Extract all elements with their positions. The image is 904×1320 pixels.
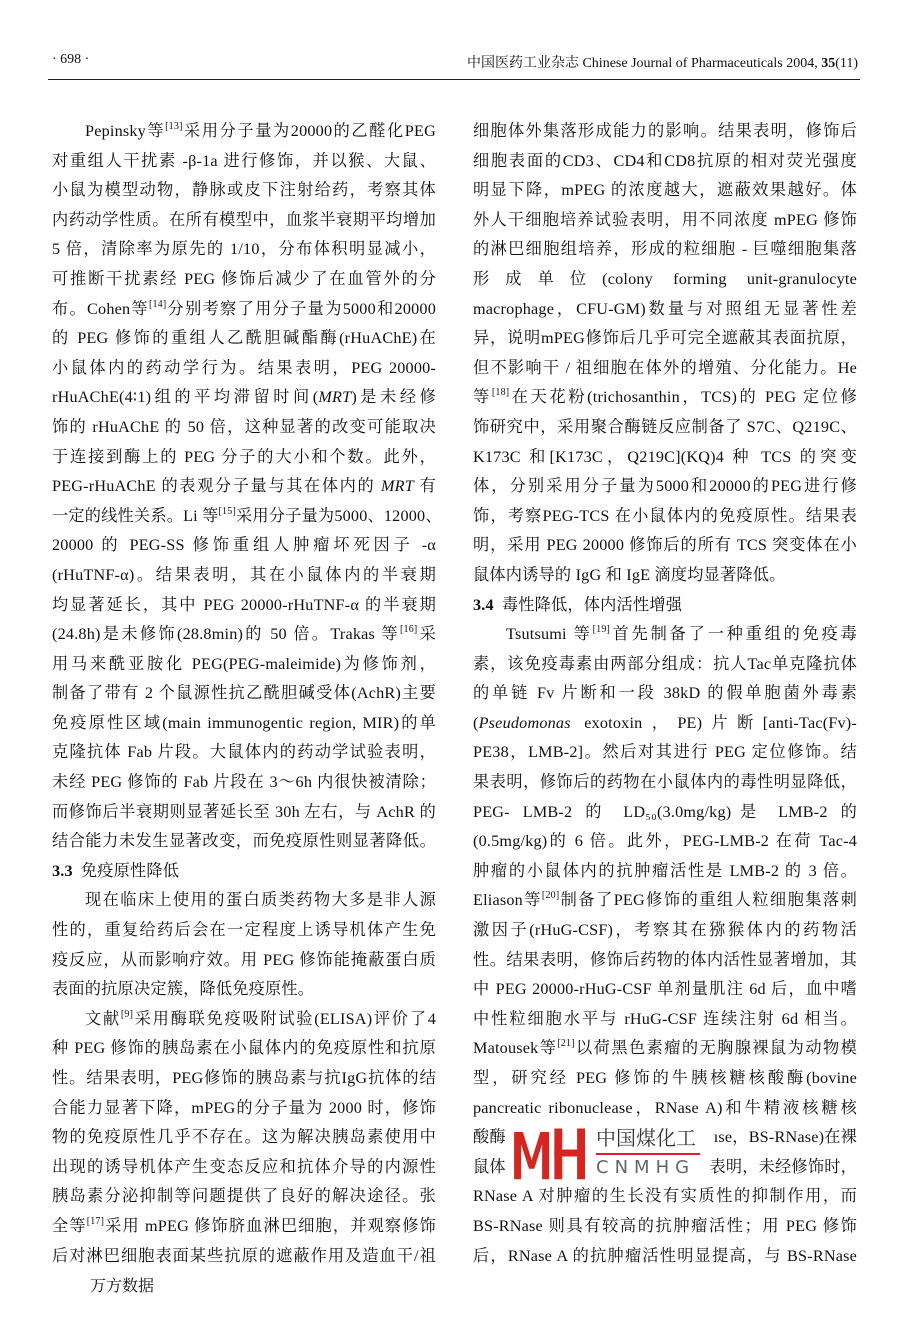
text-segment: 异，说明mPEG修饰后几乎可完全遮蔽其表面抗原， bbox=[473, 329, 857, 348]
citation-ref: [14] bbox=[148, 298, 167, 310]
text-line bbox=[52, 738, 436, 768]
text-segment: 小鼠体内的药动学行为。结果表明，PEG 20000- bbox=[52, 358, 436, 377]
text-line bbox=[52, 1064, 436, 1094]
text-line bbox=[473, 886, 857, 916]
text-segment: 的单链 Fv 片断和一段 38kD 的假单胞菌外毒素 bbox=[473, 684, 857, 703]
text-segment: 布。Cohen等 bbox=[52, 299, 149, 318]
text-segment: 细胞表面的CD3、CD4和CD8抗原的相对荧光强度 bbox=[473, 151, 857, 170]
text-segment: 一定的线性关系。Li 等 bbox=[52, 506, 219, 525]
text-segment: 采用 mPEG 修饰脐血淋巴细胞，并观察修饰 bbox=[104, 1216, 436, 1235]
text-segment: PEG-rHuAChE 的表观分子量与其在体内的 bbox=[52, 477, 381, 496]
text-line bbox=[473, 324, 857, 354]
text-line bbox=[52, 620, 436, 650]
citation-ref: [19] bbox=[592, 624, 611, 636]
watermark-text-cn: 中国煤化工 bbox=[596, 1126, 696, 1150]
text-line bbox=[473, 235, 857, 265]
text-line bbox=[473, 1005, 857, 1035]
text-segment: ıse，BS-RNase)在裸 bbox=[713, 1128, 857, 1147]
text-segment: 毒性降低，体内活性增强 bbox=[501, 595, 683, 614]
text-line bbox=[52, 650, 436, 680]
text-segment: 中 PEG 20000-rHuG-CSF 单剂量肌注 6d 后，血中嗜 bbox=[473, 980, 857, 999]
text-segment: 体，分别采用分子量为5000和20000的PEG进行修 bbox=[473, 477, 857, 496]
text-segment: 疫反应，从而影响疗效。用 PEG 修饰能掩蔽蛋白质 bbox=[52, 950, 436, 969]
text-line bbox=[473, 916, 857, 946]
text-segment: 首先制备了一种重组的免疫毒 bbox=[610, 625, 857, 644]
text-line bbox=[52, 206, 436, 236]
text-segment: 全等 bbox=[52, 1216, 87, 1235]
text-segment: 可推断干扰素经 PEG 修饰后减少了在血管外的分 bbox=[52, 269, 436, 288]
text-segment: 出现的诱导机体产生变态反应和抗体介导的内源性 bbox=[52, 1157, 436, 1176]
text-segment: 物的免疫原性几乎不存在。这为解决胰岛素使用中 bbox=[52, 1128, 436, 1147]
text-line bbox=[473, 383, 857, 413]
text-segment: RNase A 对肿瘤的生长没有实质性的抑制作用，而 bbox=[473, 1187, 857, 1206]
text-segment: 以荷黑色素瘤的无胸腺裸鼠为动物模 bbox=[574, 1039, 857, 1058]
text-line bbox=[52, 354, 436, 384]
text-line bbox=[473, 206, 857, 236]
citation-ref: [20] bbox=[541, 890, 560, 902]
text-segment: Matousek等 bbox=[473, 1039, 558, 1058]
text-line bbox=[473, 117, 857, 147]
text-segment: 但不影响干 / 祖细胞在体外的增殖、分化能力。He bbox=[473, 358, 857, 377]
citation-ref: [21] bbox=[557, 1038, 575, 1050]
footer-source: 万方数据 bbox=[90, 1278, 155, 1295]
text-segment: 鼠体内诱导的 IgG 和 IgE 滴度均显著降低。 bbox=[473, 565, 786, 584]
text-line bbox=[52, 147, 436, 177]
right-column bbox=[473, 117, 857, 1271]
text-segment: 制备了PEG修饰的重组人粒细胞集落刺 bbox=[559, 891, 857, 910]
text-segment: )是未经修 bbox=[351, 388, 436, 407]
issue: (11) bbox=[835, 56, 858, 71]
text-line bbox=[52, 768, 436, 798]
header-rule bbox=[48, 79, 860, 80]
text-line bbox=[52, 265, 436, 295]
text-segment: 后，RNase A 的抗肿瘤活性明显提高，与 BS-RNase bbox=[473, 1246, 857, 1265]
text-line bbox=[473, 443, 857, 473]
text-segment: (24.8h)是未修饰(28.8min)的 50 倍。Trakas 等 bbox=[52, 625, 400, 644]
text-line bbox=[473, 295, 857, 325]
text-line bbox=[473, 798, 857, 828]
text-line bbox=[473, 147, 857, 177]
text-line bbox=[52, 1094, 436, 1124]
text-line bbox=[52, 827, 436, 857]
text-segment: 饰的 rHuAChE 的 50 倍，这种显著的改变可能取决 bbox=[52, 417, 436, 436]
citation-ref: [15] bbox=[218, 505, 236, 517]
text-segment: 后对淋巴细胞表面某些抗原的遮蔽作用及造血干/祖 bbox=[52, 1246, 436, 1265]
text-segment: 而修饰后半衰期则显著延长至 30h 左右，与 AchR 的 bbox=[52, 802, 436, 821]
watermark-text-en: CNMHG bbox=[596, 1157, 696, 1178]
text-segment: 未经 PEG 修饰的 Fab 片段在 3～6h 内很快被清除； bbox=[52, 773, 436, 792]
text-segment: 免疫原性区域(main immunogentic region, MIR)的单 bbox=[52, 713, 436, 732]
text-segment: MRT bbox=[380, 477, 414, 496]
journal-en: Chinese Journal of Pharmaceuticals bbox=[582, 56, 783, 71]
text-segment: pancreatic ribonuclease，RNase A)和牛精液核糖核 bbox=[473, 1098, 857, 1117]
text-line bbox=[473, 738, 857, 768]
citation-ref: [9] bbox=[120, 1008, 134, 1020]
text-segment: Eliason等 bbox=[473, 891, 542, 910]
text-line bbox=[52, 443, 436, 473]
watermark-rule bbox=[596, 1153, 700, 1155]
text-line bbox=[473, 975, 857, 1005]
text-segment: 对重组人干扰素 -β-1a 进行修饰，并以猴、大鼠、 bbox=[52, 151, 436, 170]
text-line bbox=[52, 472, 436, 502]
text-line bbox=[52, 1153, 436, 1183]
text-segment: macrophage，CFU-GM)数量与对照组无显著性差 bbox=[473, 299, 857, 318]
text-line bbox=[52, 1034, 436, 1064]
section-heading bbox=[52, 857, 436, 887]
text-line bbox=[52, 235, 436, 265]
text-segment: 制备了带有 2 个鼠源性抗乙酰胆碱受体(AchR)主要 bbox=[52, 684, 436, 703]
watermark-logo bbox=[508, 1125, 704, 1181]
text-line bbox=[473, 176, 857, 206]
text-line bbox=[52, 916, 436, 946]
text-segment: 结合能力未发生显著改变，而免疫原性则显著降低。 bbox=[52, 832, 436, 851]
text-segment: 有 bbox=[413, 477, 436, 496]
text-segment: 采用分子量为5000、12000、 bbox=[236, 506, 442, 525]
text-line bbox=[52, 591, 436, 621]
text-line bbox=[473, 472, 857, 502]
text-segment: 明，采用 PEG 20000 修饰后的所有 TCS 突变体在小 bbox=[473, 536, 857, 555]
text-segment: 鼠体 bbox=[473, 1157, 506, 1176]
text-line bbox=[473, 650, 857, 680]
text-line bbox=[473, 768, 857, 798]
text-line bbox=[52, 679, 436, 709]
text-line bbox=[52, 1005, 436, 1035]
text-line bbox=[52, 975, 436, 1005]
text-segment: rHuAChE(4∶1)组的平均滞留时间( bbox=[52, 388, 319, 407]
text-segment: 克隆抗体 Fab 片段。大鼠体内的药动学试验表明， bbox=[52, 743, 436, 762]
text-line bbox=[52, 1212, 436, 1242]
text-segment: 合能力显著下降，mPEG的分子量为 2000 时，修饰 bbox=[52, 1098, 436, 1117]
text-segment: 分别考察了用分子量为5000和20000 bbox=[166, 299, 437, 318]
text-segment: 酸酶 bbox=[473, 1128, 506, 1147]
text-line bbox=[473, 413, 857, 443]
text-segment: 饰研究中，采用聚合酶链反应制备了 S7C、Q219C、 bbox=[473, 417, 857, 436]
citation-ref: [16] bbox=[399, 624, 418, 636]
text-segment: 于连接到酶上的 PEG 分子的大小和个数。此外， bbox=[52, 447, 436, 466]
text-line bbox=[52, 383, 436, 413]
text-segment: 等 bbox=[473, 388, 492, 407]
text-segment: 饰，考察PEG-TCS 在小鼠体内的免疫原性。结果表 bbox=[473, 506, 857, 525]
text-segment: 采用分子量为20000的乙醛化PEG bbox=[182, 122, 436, 140]
text-segment: MRT bbox=[318, 388, 352, 407]
text-line bbox=[52, 1123, 436, 1153]
text-segment: 素，该免疫毒素由两部分组成：抗人Tac单克隆抗体 bbox=[473, 654, 857, 673]
text-segment: 激因子(rHuG-CSF)，考察其在猕猴体内的药物活 bbox=[473, 921, 857, 940]
text-line bbox=[473, 1182, 857, 1212]
text-segment: 5 倍，清除率为原先的 1/10，分布体积明显减小， bbox=[52, 240, 436, 259]
text-segment: 中性粒细胞水平与 rHuG-CSF 连续注射 6d 相当。 bbox=[473, 1009, 857, 1028]
text-segment: 形成单位(colony forming unit-granulocyte bbox=[473, 269, 857, 288]
section-heading bbox=[473, 591, 857, 621]
text-line bbox=[473, 502, 857, 532]
text-segment: 3.3 bbox=[52, 861, 73, 880]
text-segment: 在天花粉(trichosanthin，TCS)的 PEG 定位修 bbox=[509, 388, 858, 407]
text-line bbox=[473, 857, 857, 887]
text-line bbox=[473, 354, 857, 384]
text-line bbox=[473, 679, 857, 709]
text-segment: 3.4 bbox=[473, 595, 494, 614]
text-segment: 种 PEG 修饰的胰岛素在小鼠体内的免疫原性和抗原 bbox=[52, 1039, 436, 1058]
text-segment: 采 bbox=[417, 625, 437, 644]
text-segment: ( bbox=[473, 713, 479, 732]
text-line bbox=[52, 886, 436, 916]
citation-ref: [13] bbox=[165, 121, 183, 132]
text-line bbox=[52, 1182, 436, 1212]
text-segment: 现在临床上使用的蛋白质类药物大多是非人源 bbox=[85, 891, 436, 910]
text-line bbox=[473, 531, 857, 561]
text-segment: exotoxin，PE)片断[anti-Tac(Fv)- bbox=[570, 713, 857, 732]
text-segment: Pseudomonas bbox=[478, 713, 571, 732]
text-segment: 性。结果表明，PEG修饰的胰岛素与抗IgG抗体的结 bbox=[52, 1069, 436, 1087]
watermark-mh-icon bbox=[508, 1125, 592, 1181]
text-line bbox=[473, 1034, 857, 1064]
text-line bbox=[473, 561, 857, 591]
text-segment: 明显下降，mPEG 的浓度越大，遮蔽效果越好。体 bbox=[473, 181, 857, 200]
text-segment: 用马来酰亚胺化 PEG(PEG-maleimide)为修饰剂， bbox=[52, 654, 436, 673]
text-segment: 均显著延长，其中 PEG 20000-rHuTNF-α 的半衰期 bbox=[52, 595, 436, 614]
text-segment: 免疫原性降低 bbox=[80, 861, 180, 880]
text-segment: 表明，未经修饰时， bbox=[709, 1157, 857, 1176]
text-segment: 小鼠为模型动物，静脉或皮下注射给药，考察其体 bbox=[52, 181, 436, 200]
text-segment: PEG- LMB-2 的 LD₅₀(3.0mg/kg)是 LMB-2 的 bbox=[473, 802, 857, 821]
text-line bbox=[52, 709, 436, 739]
running-header bbox=[467, 52, 858, 72]
text-line bbox=[473, 1094, 857, 1124]
text-segment: 型，研究经 PEG 修饰的牛胰核糖核酸酶(bovine bbox=[473, 1069, 857, 1087]
text-segment: (rHuTNF-α)。结果表明，其在小鼠体内的半衰期 bbox=[52, 565, 436, 584]
text-line bbox=[473, 620, 857, 650]
text-segment: 细胞体外集落形成能力的影响。结果表明，修饰后 bbox=[473, 122, 857, 140]
text-segment: 的淋巴细胞组培养，形成的粒细胞 - 巨噬细胞集落 bbox=[473, 240, 857, 259]
text-segment: 性的，重复给药后会在一定程度上诱导机体产生免 bbox=[52, 921, 436, 940]
citation-ref: [17] bbox=[86, 1215, 105, 1227]
text-line bbox=[52, 413, 436, 443]
text-line bbox=[52, 295, 436, 325]
text-line bbox=[52, 324, 436, 354]
text-line bbox=[52, 176, 436, 206]
year: 2004, bbox=[786, 56, 818, 71]
text-line bbox=[473, 827, 857, 857]
text-segment: Pepinsky等 bbox=[85, 122, 166, 140]
text-segment: (0.5mg/kg)的 6 倍。此外，PEG-LMB-2 在荷 Tac-4 bbox=[473, 832, 857, 851]
text-segment: PE38，LMB-2]。然后对其进行 PEG 定位修饰。结 bbox=[473, 743, 857, 762]
text-line bbox=[473, 1064, 857, 1094]
text-segment: 表面的抗原决定簇，降低免疫原性。 bbox=[52, 980, 315, 999]
text-segment: BS-RNase 则具有较高的抗肿瘤活性；用 PEG 修饰 bbox=[473, 1216, 857, 1235]
text-line bbox=[52, 561, 436, 591]
volume: 35 bbox=[821, 56, 836, 71]
text-line bbox=[473, 265, 857, 295]
text-line bbox=[52, 502, 442, 532]
text-segment: 内药动学性质。在所有模型中，血浆半衰期平均增加 bbox=[52, 210, 436, 229]
text-line bbox=[52, 531, 436, 561]
text-segment: 采用酶联免疫吸附试验(ELISA)评价了4 bbox=[133, 1009, 436, 1028]
citation-ref: [18] bbox=[491, 387, 510, 399]
text-segment: 胰岛素分泌抑制等问题提供了良好的解决途径。张 bbox=[52, 1187, 436, 1206]
text-segment: 性。结果表明，修饰后药物的体内活性显著增加，其 bbox=[473, 950, 857, 969]
journal-cn: 中国医药工业杂志 bbox=[466, 56, 579, 71]
text-segment: 外人干细胞培养试验表明，用不同浓度 mPEG 修饰 bbox=[473, 210, 857, 229]
text-segment: 的 PEG 修饰的重组人乙酰胆碱酯酶(rHuAChE)在 bbox=[52, 329, 436, 348]
text-line bbox=[473, 946, 857, 976]
text-line bbox=[52, 1242, 436, 1272]
text-segment: K173C 和[K173C，Q219C](KQ)4 种 TCS 的突变 bbox=[473, 447, 857, 466]
text-segment: 文献 bbox=[85, 1009, 121, 1028]
text-line bbox=[52, 798, 436, 828]
text-line bbox=[52, 946, 436, 976]
page-number: · 698 · bbox=[52, 52, 90, 67]
text-segment: 20000 的 PEG-SS 修饰重组人肿瘤坏死因子 -α bbox=[52, 536, 436, 555]
left-column bbox=[52, 117, 442, 1271]
text-segment: 果表明，修饰后的药物在小鼠体内的毒性明显降低， bbox=[473, 773, 857, 792]
text-line bbox=[52, 117, 436, 147]
text-segment: Tsutsumi 等 bbox=[506, 625, 593, 644]
text-segment: 肿瘤的小鼠体内的抗肿瘤活性是 LMB-2 的 3 倍。 bbox=[473, 861, 857, 880]
text-line bbox=[473, 709, 857, 739]
text-line bbox=[473, 1242, 857, 1272]
text-line bbox=[473, 1212, 857, 1242]
